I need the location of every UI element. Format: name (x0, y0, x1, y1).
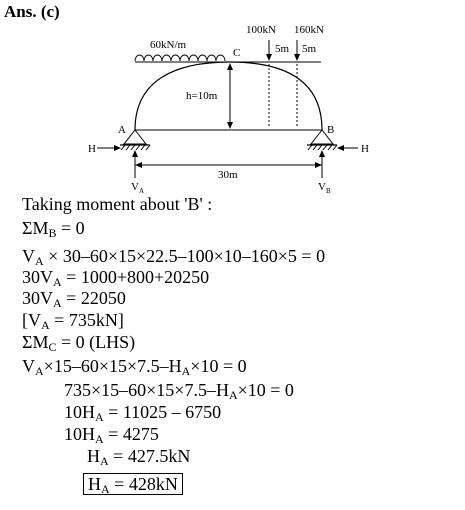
solution-line-7: $\Sigma M_C = 0$ (LHS) (22, 332, 136, 354)
solution-line-4: $30V_A = 1000+800+20250$ (22, 267, 210, 289)
thrust-left-label: H (88, 143, 96, 155)
solution-line-12: $H_A = 427.5kN$ (87, 446, 191, 468)
solution-line-11: $10H_A = 4275$ (64, 424, 159, 446)
solution-line-10: $10H_A = 11025 - 6750$ (64, 402, 222, 424)
arch-curve (135, 62, 322, 130)
support-a (124, 130, 146, 144)
load-160kn-label: 160kN (294, 24, 324, 36)
span-label: 30m (218, 169, 238, 181)
rise-arrow-bottom (227, 122, 233, 129)
final-answer-box: $H_A = 428kN$ (83, 474, 183, 495)
load-100kn-head (266, 54, 272, 61)
solution-line-6: $[V_A = 735kN]$ (22, 310, 124, 332)
solution-line-5: $30V_A = 22050$ (22, 288, 126, 310)
rise-label: h=10m (186, 90, 218, 102)
crown-label-c: C (233, 47, 241, 59)
load-100kn-label: 100kN (246, 24, 276, 36)
support-label-a: A (118, 124, 126, 136)
solution-line-8: $V_A\times 15-60\times 15\times 7.5-H_A\times 10 = 0$ (22, 356, 247, 378)
reaction-vb-label: $V_B$ (318, 181, 331, 195)
load-160kn-head (294, 54, 300, 61)
rise-arrow-top (227, 63, 233, 70)
spacing-label-1: 5m (275, 43, 290, 55)
answer-label: Ans. (c) (4, 2, 60, 21)
spacing-label-2: 5m (302, 43, 317, 55)
thrust-right-label: H (361, 143, 369, 155)
udl-label: 60kN/m (150, 39, 187, 51)
solution-line-2: $\Sigma M_B = 0$ (22, 218, 85, 240)
solution-line-3: $V_A \times 30-60\times 15\times 22.5-100\times 10-160\times 5 = 0$ (22, 246, 326, 268)
support-label-b: B (327, 124, 335, 136)
solution-line-9: $735\times 15-60\times 15\times 7.5-H_A\times 10 = 0$ (64, 380, 294, 402)
solution-line-1: Taking moment about 'B' : (22, 194, 213, 214)
reaction-va-label: $V_A$ (131, 181, 145, 195)
three-hinged-arch-figure (0, 0, 465, 200)
udl-coils (135, 55, 225, 61)
